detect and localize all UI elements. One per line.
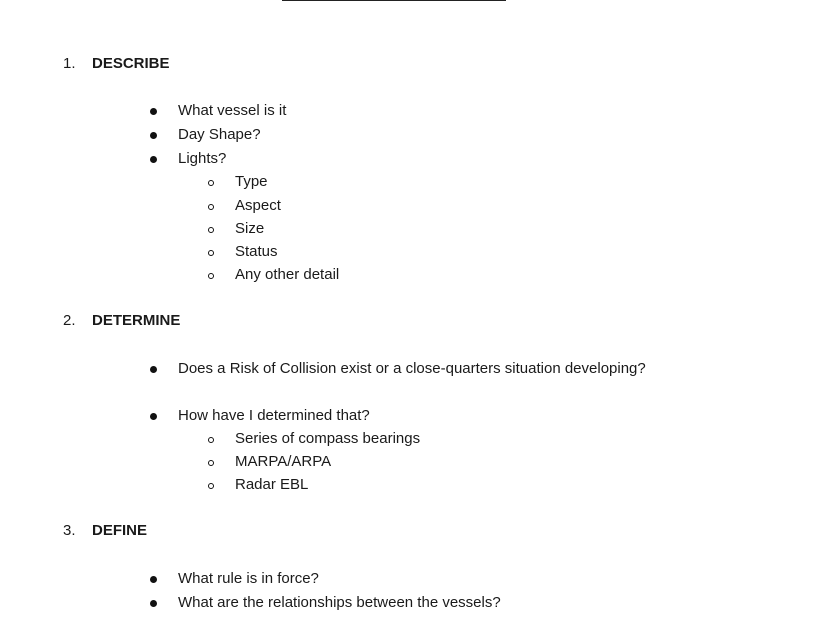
bullet-icon: [150, 413, 157, 420]
hollow-bullet-icon: [208, 250, 214, 256]
bullet-icon: [150, 156, 157, 163]
list-item: How have I determined that?: [178, 407, 370, 424]
bullet-icon: [150, 600, 157, 607]
section-1-heading: DESCRIBE: [92, 55, 170, 72]
list-item: What are the relationships between the vessels?: [178, 594, 501, 611]
list-item: Does a Risk of Collision exist or a close-quarters situation developing?: [178, 360, 646, 377]
hollow-bullet-icon: [208, 483, 214, 489]
list-item: What vessel is it: [178, 102, 287, 119]
section-2-heading: DETERMINE: [92, 312, 181, 329]
section-3-number: 3.: [63, 522, 76, 539]
sub-list-item: Series of compass bearings: [235, 430, 421, 447]
bullet-icon: [150, 576, 157, 583]
section-3-heading: DEFINE: [92, 522, 148, 539]
sub-list-item: MARPA/ARPA: [235, 453, 332, 470]
sub-list-item: Size: [235, 220, 265, 237]
section-1-number: 1.: [63, 55, 76, 72]
hollow-bullet-icon: [208, 180, 214, 186]
sub-list-item: Aspect: [235, 197, 281, 214]
hollow-bullet-icon: [208, 460, 214, 466]
hollow-bullet-icon: [208, 204, 214, 210]
bullet-icon: [150, 108, 157, 115]
hollow-bullet-icon: [208, 273, 214, 279]
bullet-icon: [150, 366, 157, 373]
sub-list-item: Status: [235, 243, 278, 260]
sub-list-item: Radar EBL: [235, 476, 309, 493]
list-item: Day Shape?: [178, 126, 261, 143]
hollow-bullet-icon: [208, 437, 214, 443]
sub-list-item: Any other detail: [235, 266, 340, 283]
list-item: What rule is in force?: [178, 570, 319, 587]
sub-list-item: Type: [235, 173, 268, 190]
section-2-number: 2.: [63, 312, 76, 329]
list-item: Lights?: [178, 150, 227, 167]
title-underline: [282, 0, 506, 1]
hollow-bullet-icon: [208, 227, 214, 233]
bullet-icon: [150, 132, 157, 139]
